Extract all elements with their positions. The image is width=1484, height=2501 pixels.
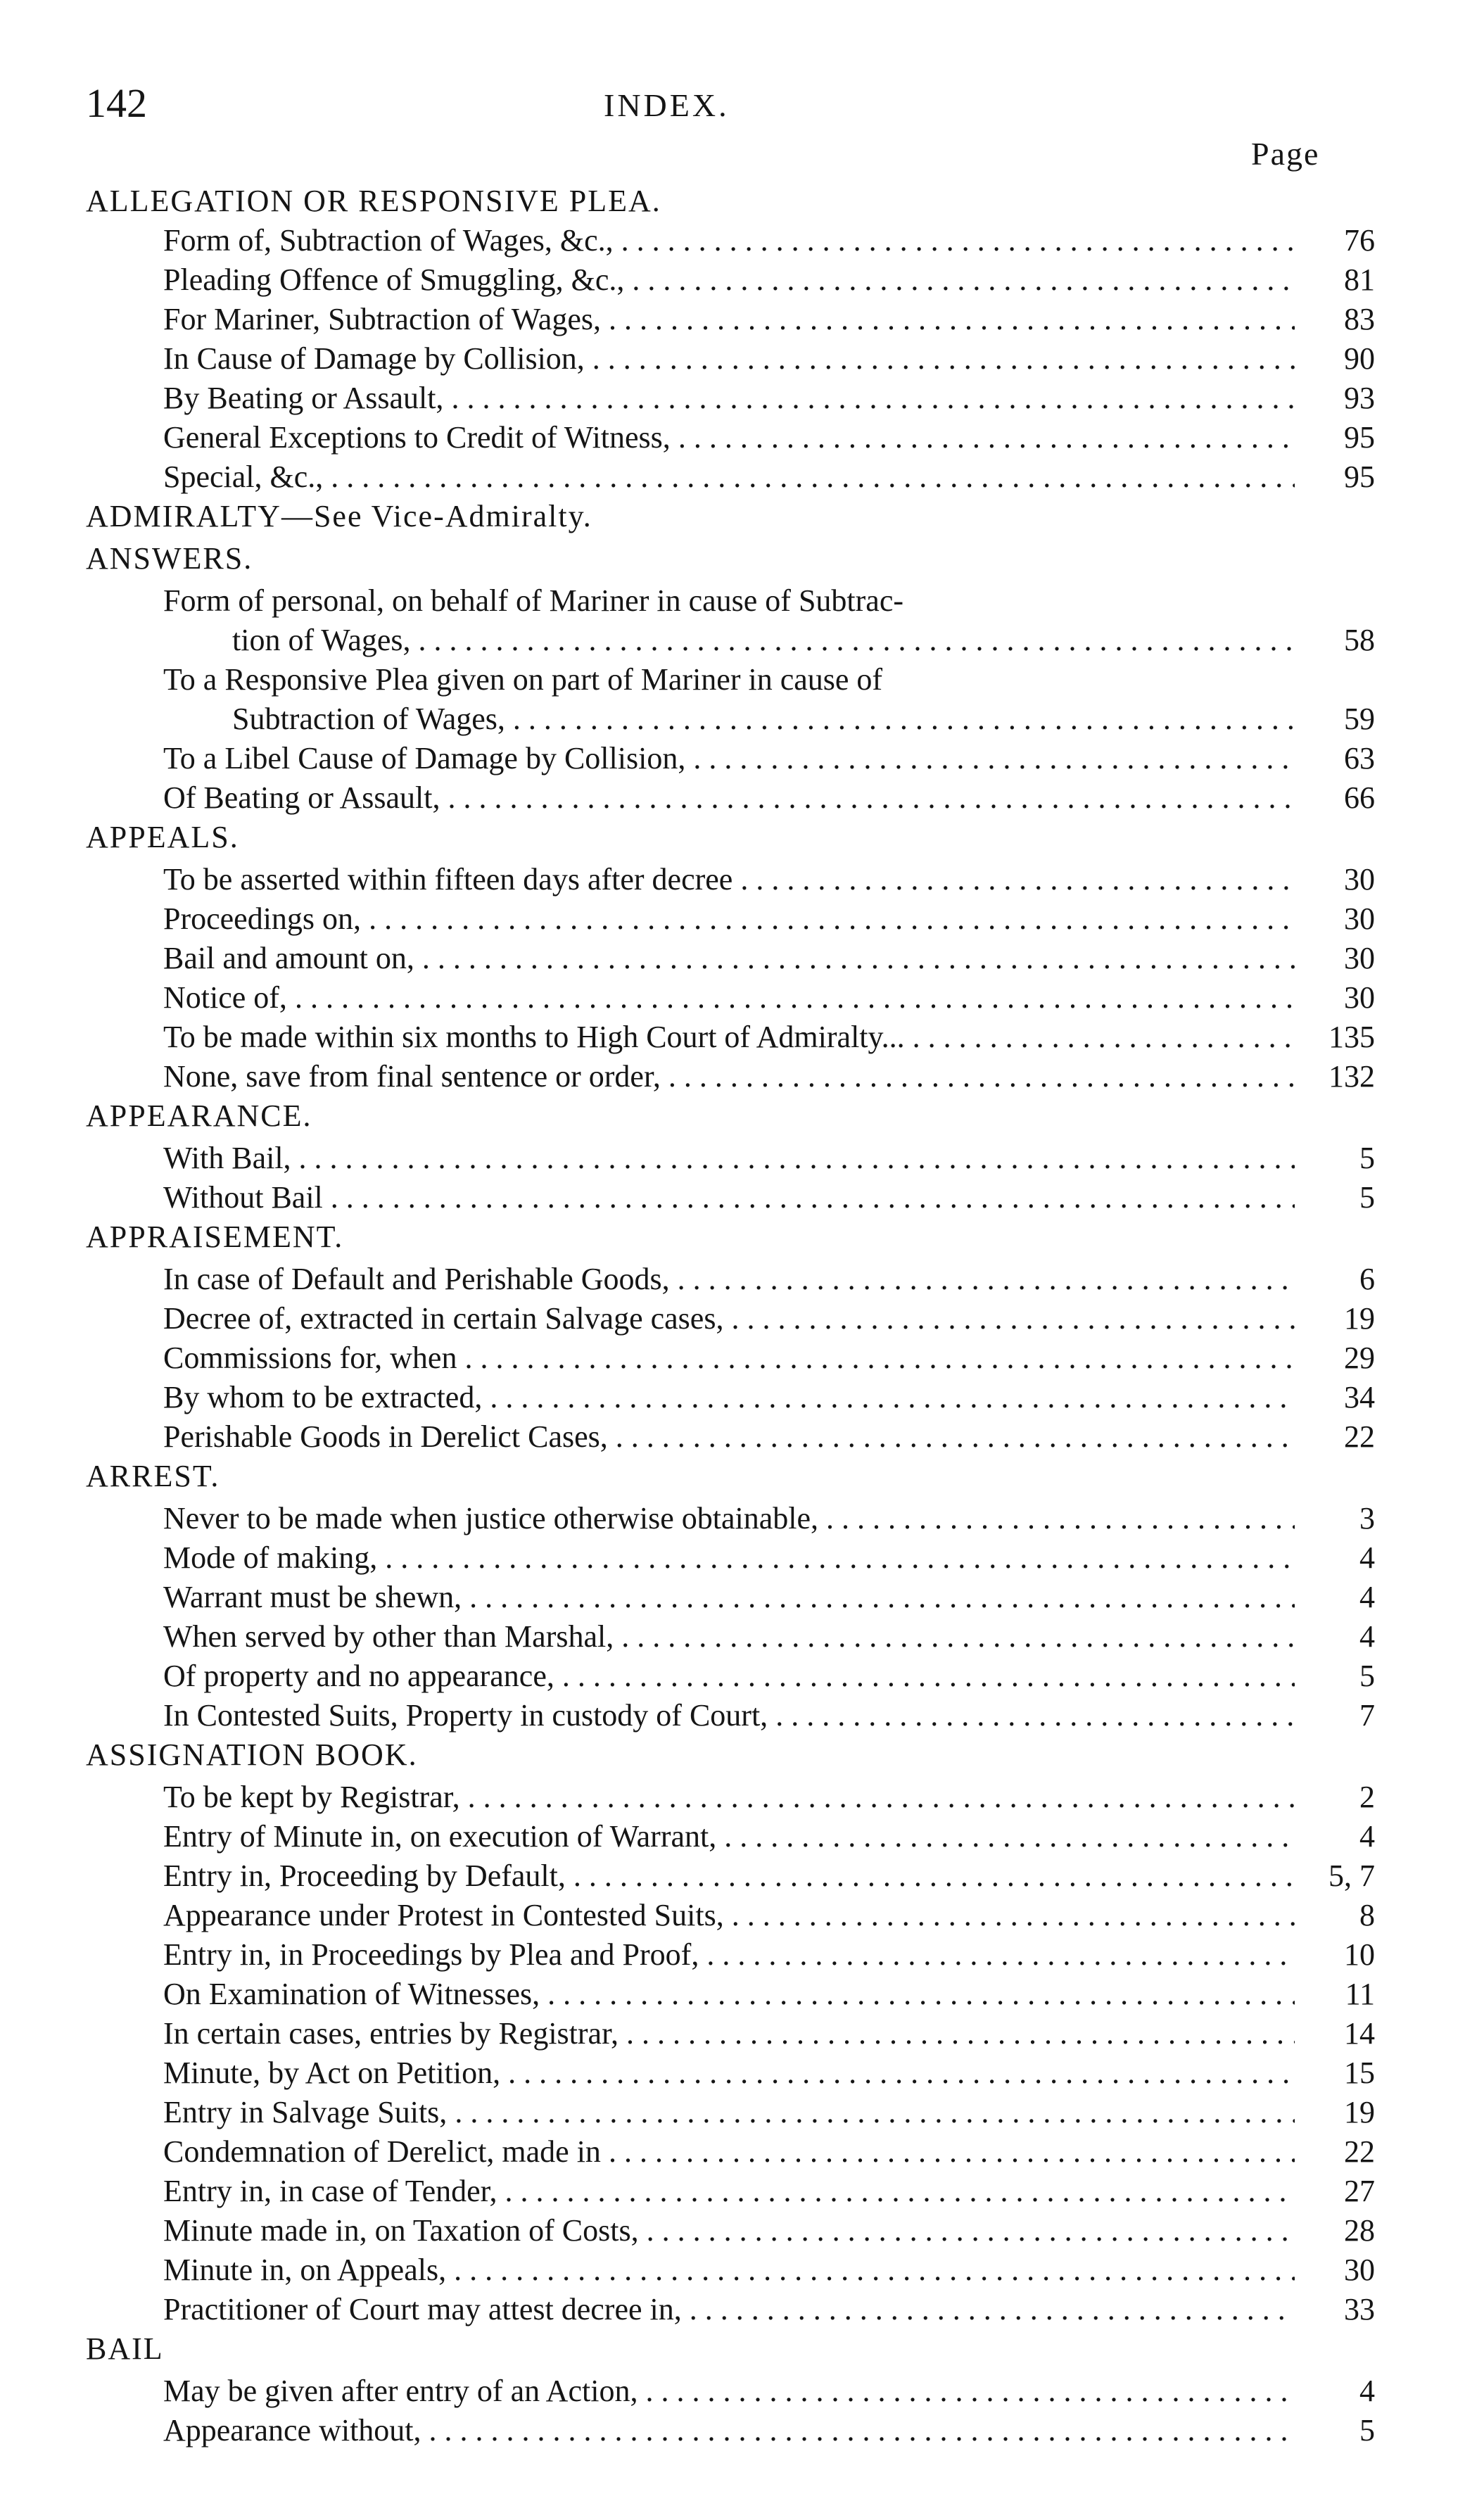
index-entry bbox=[0, 1817, 1484, 1856]
index-entry bbox=[0, 778, 1484, 818]
index-entry-line bbox=[0, 660, 1484, 699]
page-reference: 28 bbox=[1344, 2213, 1375, 2248]
page-reference: 132 bbox=[1328, 1059, 1375, 1094]
page-reference: 4 bbox=[1359, 1619, 1375, 1654]
heading-text: APPEALS. bbox=[86, 820, 239, 854]
index-entry bbox=[0, 1778, 1484, 1817]
index-entry bbox=[0, 457, 1484, 497]
page-reference: 30 bbox=[1344, 980, 1375, 1015]
entry-text: Without Bail . . . bbox=[163, 1178, 1295, 1217]
index-entry bbox=[0, 1338, 1484, 1378]
page-reference: 58 bbox=[1344, 623, 1375, 657]
entry-text: To be kept by Registrar, . . . bbox=[163, 1778, 1295, 1817]
page-reference: 34 bbox=[1344, 1380, 1375, 1414]
page-column-label: Page bbox=[1251, 136, 1320, 172]
index-entry bbox=[0, 221, 1484, 260]
index-entry bbox=[0, 2372, 1484, 2411]
entry-text: Of Beating or Assault, . . . bbox=[163, 778, 1295, 818]
page-reference: 4 bbox=[1359, 1540, 1375, 1575]
page-reference: 11 bbox=[1345, 1977, 1375, 2011]
index-entry bbox=[0, 1617, 1484, 1657]
index-entry bbox=[0, 699, 1484, 739]
index-heading bbox=[0, 1096, 1484, 1139]
page-reference: 22 bbox=[1344, 1419, 1375, 1454]
entry-text: Minute in, on Appeals, . . . bbox=[163, 2250, 1295, 2290]
page-reference: 7 bbox=[1359, 1698, 1375, 1733]
index-entry bbox=[0, 339, 1484, 379]
heading-text: ADMIRALTY—See Vice-Admiralty. bbox=[86, 499, 592, 533]
entry-text: Appearance under Protest in Contested Suits, . . . bbox=[163, 1896, 1295, 1935]
index-entry bbox=[0, 300, 1484, 339]
index-entry bbox=[0, 1657, 1484, 1696]
index-entry bbox=[0, 939, 1484, 978]
page-reference: 4 bbox=[1359, 1580, 1375, 1614]
page-reference: 30 bbox=[1344, 2253, 1375, 2287]
index-entry bbox=[0, 1018, 1484, 1057]
index-entry bbox=[0, 1935, 1484, 1975]
entry-text: Form of personal, on behalf of Mariner in cause of Subtrac- bbox=[163, 583, 904, 618]
index-entry bbox=[0, 1499, 1484, 1538]
index-entry bbox=[0, 1378, 1484, 1417]
page-reference: 93 bbox=[1344, 381, 1375, 415]
index-entry bbox=[0, 1696, 1484, 1735]
heading-text: ARREST. bbox=[86, 1459, 220, 1493]
index-entry bbox=[0, 1856, 1484, 1896]
heading-text: APPEARANCE. bbox=[86, 1098, 312, 1133]
page-reference: 5 bbox=[1359, 1141, 1375, 1175]
index-entry bbox=[0, 1260, 1484, 1299]
index-entry bbox=[0, 1896, 1484, 1935]
page-reference: 5 bbox=[1359, 2413, 1375, 2448]
heading-text: APPRAISEMENT. bbox=[86, 1220, 344, 1254]
index-entry bbox=[0, 1057, 1484, 1096]
page-reference: 4 bbox=[1359, 2374, 1375, 2408]
index-entry bbox=[0, 2172, 1484, 2211]
page-reference: 83 bbox=[1344, 302, 1375, 336]
page-reference: 2 bbox=[1359, 1780, 1375, 1814]
page-reference: 5 bbox=[1359, 1659, 1375, 1693]
page-reference: 19 bbox=[1344, 2095, 1375, 2129]
page-reference: 30 bbox=[1344, 901, 1375, 936]
page-reference: 4 bbox=[1359, 1819, 1375, 1854]
entry-text: In Contested Suits, Property in custody of Court, . . . bbox=[163, 1696, 1295, 1735]
entry-text: When served by other than Marshal, . . . bbox=[163, 1617, 1295, 1657]
page-reference: 8 bbox=[1359, 1898, 1375, 1932]
page-reference: 33 bbox=[1344, 2292, 1375, 2326]
page-reference: 29 bbox=[1344, 1341, 1375, 1375]
page-reference: 81 bbox=[1344, 262, 1375, 297]
page-reference: 5 bbox=[1359, 1180, 1375, 1215]
page-reference: 63 bbox=[1344, 741, 1375, 775]
index-heading bbox=[0, 1217, 1484, 1260]
entry-text: To a Libel Cause of Damage by Collision, . . . bbox=[163, 739, 1295, 778]
page-reference: 6 bbox=[1359, 1262, 1375, 1296]
page-number: 142 bbox=[86, 80, 147, 126]
index-entry bbox=[0, 1299, 1484, 1338]
entry-text: By Beating or Assault, . . . bbox=[163, 379, 1295, 418]
entry-text: In Cause of Damage by Collision, . . . bbox=[163, 339, 1295, 379]
entry-text: Subtraction of Wages, . . . bbox=[232, 699, 1295, 739]
page-reference: 14 bbox=[1344, 2016, 1375, 2051]
index-entry bbox=[0, 1417, 1484, 1457]
heading-text: ALLEGATION OR RESPONSIVE PLEA. bbox=[86, 184, 661, 218]
index-entry bbox=[0, 1139, 1484, 1178]
index-heading bbox=[0, 497, 1484, 539]
entry-text: For Mariner, Subtraction of Wages, . . . bbox=[163, 300, 1295, 339]
entry-text: Pleading Offence of Smuggling, &c., . . . bbox=[163, 260, 1295, 300]
page-reference: 59 bbox=[1344, 702, 1375, 736]
index-entry bbox=[0, 1578, 1484, 1617]
entry-text: Entry in, Proceeding by Default, . . . bbox=[163, 1856, 1295, 1896]
index-entry-line bbox=[0, 581, 1484, 621]
entry-text: tion of Wages, . . . bbox=[232, 621, 1295, 660]
page-reference: 76 bbox=[1344, 223, 1375, 258]
entry-text: Entry in, in case of Tender, . . . bbox=[163, 2172, 1295, 2211]
page-reference: 66 bbox=[1344, 780, 1375, 815]
index-entry bbox=[0, 621, 1484, 660]
entry-text: To a Responsive Plea given on part of Mariner in cause of bbox=[163, 662, 883, 697]
entry-text: Warrant must be shewn, . . . bbox=[163, 1578, 1295, 1617]
index-entry bbox=[0, 1975, 1484, 2014]
index-entry bbox=[0, 2093, 1484, 2132]
index-entry bbox=[0, 2250, 1484, 2290]
page-reference: 10 bbox=[1344, 1937, 1375, 1972]
entry-text: Notice of, . . . bbox=[163, 978, 1295, 1018]
heading-text: ASSIGNATION BOOK. bbox=[86, 1737, 418, 1772]
entry-text: Mode of making, . . . bbox=[163, 1538, 1295, 1578]
page-reference: 22 bbox=[1344, 2134, 1375, 2169]
index-entry bbox=[0, 1178, 1484, 1217]
index-entry bbox=[0, 2053, 1484, 2093]
entry-text: Form of, Subtraction of Wages, &c., . . . bbox=[163, 221, 1295, 260]
entry-text: Of property and no appearance, . . . bbox=[163, 1657, 1295, 1696]
index-entry bbox=[0, 860, 1484, 899]
index-heading bbox=[0, 1457, 1484, 1499]
index-entries bbox=[0, 182, 1484, 2450]
entry-text: On Examination of Witnesses, . . . bbox=[163, 1975, 1295, 2014]
entry-text: Entry in Salvage Suits, . . . bbox=[163, 2093, 1295, 2132]
entry-text: To be asserted within fifteen days after decree . . . bbox=[163, 860, 1295, 899]
index-entry bbox=[0, 2014, 1484, 2053]
entry-text: May be given after entry of an Action, . . . bbox=[163, 2372, 1295, 2411]
entry-text: To be made within six months to High Court of Admiralty... . . . bbox=[163, 1018, 1295, 1057]
page-reference: 95 bbox=[1344, 460, 1375, 494]
entry-text: Proceedings on, . . . bbox=[163, 899, 1295, 939]
index-entry bbox=[0, 1538, 1484, 1578]
entry-text: Entry in, in Proceedings by Plea and Proof, . . . bbox=[163, 1935, 1295, 1975]
index-entry bbox=[0, 899, 1484, 939]
page-reference: 27 bbox=[1344, 2174, 1375, 2208]
entry-text: Special, &c., . . . bbox=[163, 457, 1295, 497]
entry-text: Never to be made when justice otherwise obtainable, . . . bbox=[163, 1499, 1295, 1538]
index-entry bbox=[0, 2290, 1484, 2329]
running-head: INDEX. bbox=[604, 87, 730, 123]
page-reference: 19 bbox=[1344, 1301, 1375, 1336]
entry-text: Bail and amount on, . . . bbox=[163, 939, 1295, 978]
page-reference: 30 bbox=[1344, 941, 1375, 975]
entry-text: Appearance without, . . . bbox=[163, 2411, 1295, 2450]
index-entry bbox=[0, 2411, 1484, 2450]
page-reference: 95 bbox=[1344, 420, 1375, 455]
index-heading bbox=[0, 1735, 1484, 1778]
entry-text: With Bail, . . . bbox=[163, 1139, 1295, 1178]
page-reference: 5, 7 bbox=[1328, 1859, 1375, 1893]
index-heading bbox=[0, 818, 1484, 860]
index-heading bbox=[0, 539, 1484, 581]
heading-text: BAIL bbox=[86, 2331, 164, 2366]
entry-text: By whom to be extracted, . . . bbox=[163, 1378, 1295, 1417]
index-entry bbox=[0, 978, 1484, 1018]
page-reference: 15 bbox=[1344, 2056, 1375, 2090]
index-entry bbox=[0, 418, 1484, 457]
page-reference: 90 bbox=[1344, 341, 1375, 376]
index-heading bbox=[0, 182, 1484, 221]
entry-text: Minute, by Act on Petition, . . . bbox=[163, 2053, 1295, 2093]
entry-text: In certain cases, entries by Registrar, . . . bbox=[163, 2014, 1295, 2053]
index-entry bbox=[0, 739, 1484, 778]
index-entry bbox=[0, 2132, 1484, 2172]
index-heading bbox=[0, 2329, 1484, 2372]
index-entry bbox=[0, 2211, 1484, 2250]
page-reference: 3 bbox=[1359, 1501, 1375, 1536]
entry-text: Perishable Goods in Derelict Cases, . . . bbox=[163, 1417, 1295, 1457]
entry-text: None, save from final sentence or order, . . . bbox=[163, 1057, 1295, 1096]
page-reference: 30 bbox=[1344, 862, 1375, 897]
entry-text: Commissions for, when . . . bbox=[163, 1338, 1295, 1378]
entry-text: Practitioner of Court may attest decree in, . . . bbox=[163, 2290, 1295, 2329]
entry-text: General Exceptions to Credit of Witness, . . . bbox=[163, 418, 1295, 457]
index-entry bbox=[0, 260, 1484, 300]
entry-text: Condemnation of Derelict, made in . . . bbox=[163, 2132, 1295, 2172]
index-entry bbox=[0, 379, 1484, 418]
entry-text: Entry of Minute in, on execution of Warrant, . . . bbox=[163, 1817, 1295, 1856]
heading-text: ANSWERS. bbox=[86, 541, 253, 576]
entry-text: Decree of, extracted in certain Salvage cases, . . . bbox=[163, 1299, 1295, 1338]
page-reference: 135 bbox=[1328, 1020, 1375, 1054]
entry-text: In case of Default and Perishable Goods, . . . bbox=[163, 1260, 1295, 1299]
entry-text: Minute made in, on Taxation of Costs, . . . bbox=[163, 2211, 1295, 2250]
